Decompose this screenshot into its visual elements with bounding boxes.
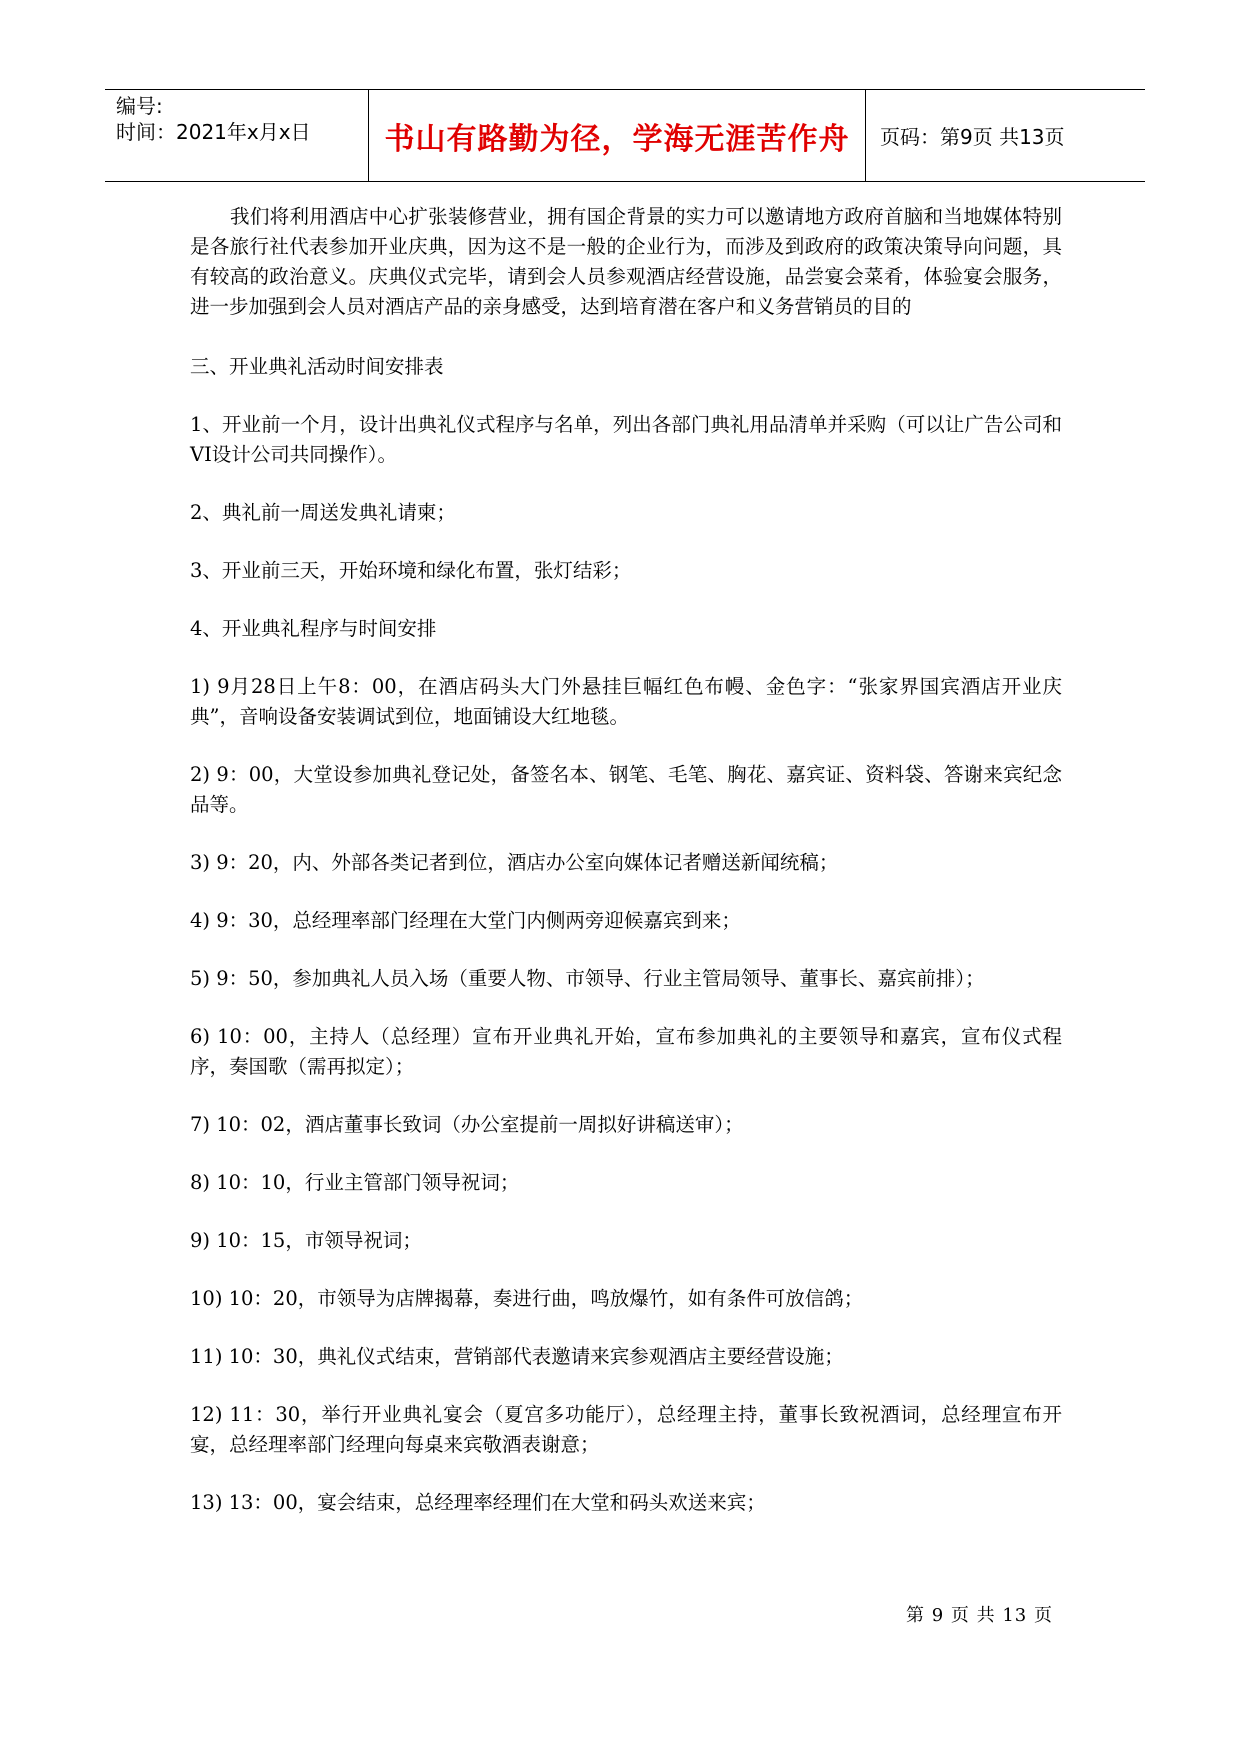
page-footer: 第 9 页 共 13 页 <box>906 1605 1053 1626</box>
schedule-item: 2、典礼前一周送发典礼请柬； <box>190 501 456 524</box>
schedule-item: 9) 10：15，市领导祝词； <box>190 1229 422 1252</box>
header-motto: 书山有路勤为径，学海无涯苦作舟 <box>369 90 866 181</box>
schedule-item: 5) 9：50，参加典礼人员入场（重要人物、市领导、行业主管局领导、董事长、嘉宾前排）； <box>190 967 985 990</box>
schedule-item: 12) 11：30，举行开业典礼宴会（夏宫多功能厅），总经理主持，董事长致祝酒词，总经理宣布开宴，总经理率部门经理向每桌来宾敬酒表谢意； <box>190 1403 1062 1456</box>
schedule-item: 1、开业前一个月，设计出典礼仪式程序与名单，列出各部门典礼用品清单并采购（可以让广告公司和VI设计公司共同操作）。 <box>190 413 1062 466</box>
time-label: 时间：2021年x月x日 <box>116 120 311 144</box>
serial-label: 编号: <box>116 94 163 118</box>
section-title: 三、开业典礼活动时间安排表 <box>190 355 444 378</box>
schedule-item: 11) 10：30，典礼仪式结束，营销部代表邀请来宾参观酒店主要经营设施； <box>190 1345 844 1368</box>
document-body <box>190 202 1062 1546</box>
schedule-item: 8) 10：10，行业主管部门领导祝词； <box>190 1171 520 1194</box>
header-page-number: 页码：第9页 共13页 <box>880 125 1065 149</box>
intro-paragraph: 我们将利用酒店中心扩张装修营业，拥有国企背景的实力可以邀请地方政府首脑和当地媒体特别是各旅行社代表参加开业庆典，因为这不是一般的企业行为，而涉及到政府的政策决策导向问题，具有较高的政治意义。庆典仪式完毕，请到会人员参观酒店经营设施，品尝宴会菜肴，体验宴会服务，进一步加强到会人员对酒店产品的亲身感受，达到培育潜在客户和义务营销员的目的 <box>190 205 1062 318</box>
schedule-item: 10) 10：20，市领导为店牌揭幕，奏进行曲，鸣放爆竹，如有条件可放信鸽； <box>190 1287 864 1310</box>
schedule-item: 1) 9月28日上午8：00，在酒店码头大门外悬挂巨幅红色布幔、金色字：“张家界国宾酒店开业庆典”，音响设备安装调试到位，地面铺设大红地毯。 <box>190 675 1062 728</box>
schedule-item: 6) 10：00，主持人（总经理）宣布开业典礼开始，宣布参加典礼的主要领导和嘉宾，宣布仪式程序，奏国歌（需再拟定）； <box>190 1025 1062 1078</box>
page-header <box>105 89 1145 182</box>
schedule-item: 3) 9：20，内、外部各类记者到位，酒店办公室向媒体记者赠送新闻统稿； <box>190 851 839 874</box>
schedule-item: 2) 9：00，大堂设参加典礼登记处，备签名本、钢笔、毛笔、胸花、嘉宾证、资料袋、答谢来宾纪念品等。 <box>190 763 1062 816</box>
schedule-item: 3、开业前三天，开始环境和绿化布置，张灯结彩； <box>190 559 632 582</box>
header-meta <box>105 90 369 181</box>
schedule-item: 13) 13：00，宴会结束，总经理率经理们在大堂和码头欢送来宾； <box>190 1491 766 1514</box>
schedule-item: 4、开业典礼程序与时间安排 <box>190 617 437 640</box>
schedule-item: 7) 10：02，酒店董事长致词（办公室提前一周拟好讲稿送审）； <box>190 1113 744 1136</box>
schedule-item: 4) 9：30，总经理率部门经理在大堂门内侧两旁迎候嘉宾到来； <box>190 909 741 932</box>
